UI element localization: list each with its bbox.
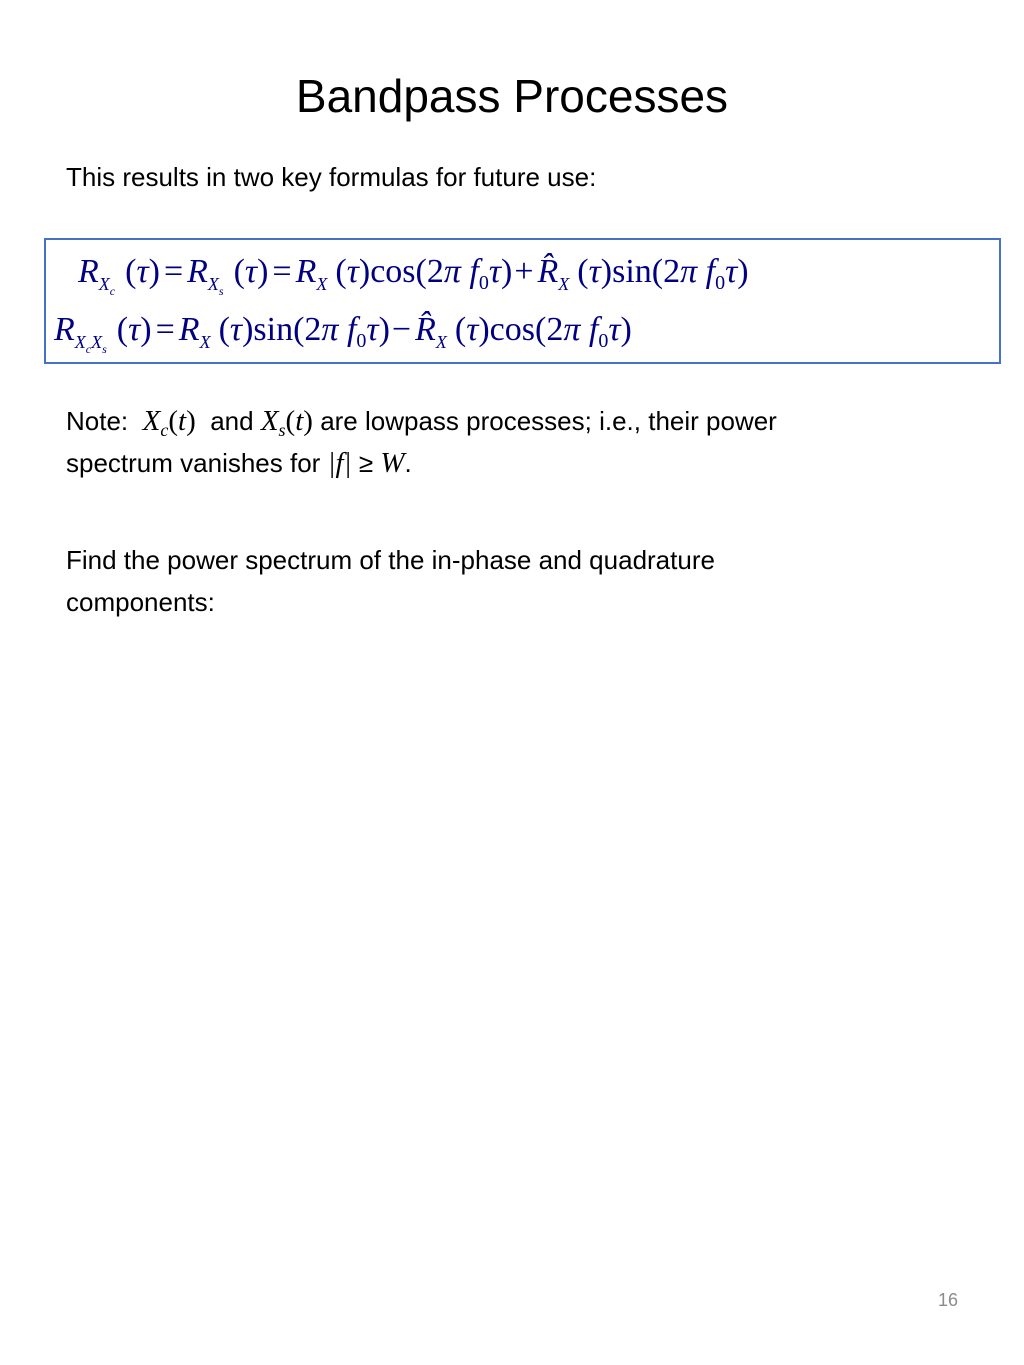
formula-box <box>44 238 1001 364</box>
note-paragraph <box>66 400 777 484</box>
task-line-1: Find the power spectrum of the in-phase and quadrature <box>66 545 715 575</box>
note-line-1 <box>66 400 777 442</box>
note-and: and <box>210 406 254 436</box>
intro-text: This results in two key formulas for future use: <box>66 162 597 192</box>
xs-symbol: $X_s(t)$ <box>260 405 313 440</box>
task-paragraph <box>66 539 715 623</box>
note-label: Note: <box>66 406 129 436</box>
w-symbol: W <box>380 447 405 479</box>
page-number: 16 <box>937 1290 959 1310</box>
formula-equations <box>46 240 1003 366</box>
formula-line-2: $R_XcXs(\tau) = R_X$ (τ)sin(2π $f_0\tau)-$ $R̂_X$ (τ)cos(2π $f_0\tau$) <box>54 311 632 356</box>
note-rest: are lowpass processes; i.e., their power <box>320 406 777 436</box>
task-line-2: components: <box>66 587 215 617</box>
abs-f-symbol: |f| <box>327 447 352 479</box>
geq-symbol: ≥ <box>358 448 374 478</box>
note-period: . <box>404 448 412 478</box>
slide-title: Bandpass Processes <box>295 70 729 122</box>
note-line2-start: spectrum vanishes for <box>66 448 321 478</box>
formula-line-1: $R_Xc(\tau) = R_Xs(\tau) = R_X$ (τ)cos(2π $f_0\tau)+$ $R̂_X$ (τ)sin(2π $f_0\tau$) <box>78 253 749 298</box>
note-line-2 <box>66 442 777 484</box>
xc-symbol: $X_c(t)$ <box>142 405 196 440</box>
